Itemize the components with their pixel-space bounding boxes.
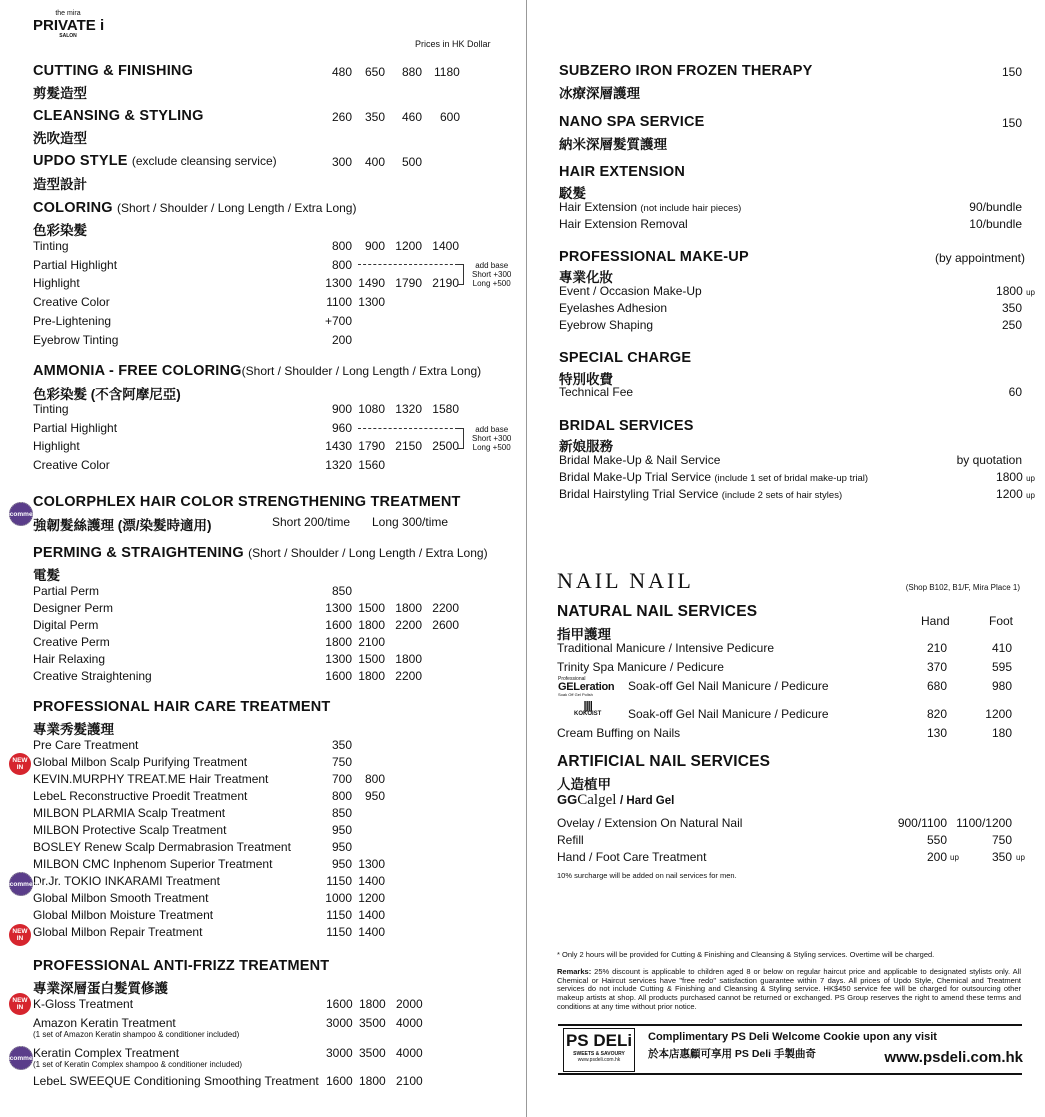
price: 1800 <box>325 635 352 649</box>
price: 1300 <box>358 295 385 310</box>
price-hand: 200 <box>926 850 947 864</box>
price: 350 <box>1001 301 1022 315</box>
price-hand: 550 <box>926 833 947 847</box>
price: Short 200/time <box>272 515 351 529</box>
service-name: Pre-Lightening <box>33 313 112 328</box>
price: 880 <box>402 65 423 79</box>
section-title-zh: 納米深層髮質護理 <box>559 137 667 152</box>
service-name: Highlight <box>33 439 80 454</box>
calgel-mark-icon: GG <box>557 792 578 807</box>
price: 900 <box>364 239 385 253</box>
price: 1080 <box>358 402 385 416</box>
price: 850 <box>331 806 352 820</box>
price: 2200 <box>395 618 422 632</box>
price-hand: 900/1100 <box>897 816 947 830</box>
price: 90/bundle <box>969 200 1022 214</box>
price: 1800 up <box>996 284 1035 298</box>
service-name: Cream Buffing on Nails <box>557 726 681 740</box>
new-in-badge: NEW IN <box>9 924 31 946</box>
price: 1200 up <box>996 487 1035 501</box>
price: 2100 <box>358 635 385 649</box>
service-name: LebeL Reconstructive Proedit Treatment <box>33 789 248 803</box>
service-name: Creative Color <box>33 295 110 310</box>
price: 1000 <box>325 891 352 905</box>
price: 750 <box>331 755 352 769</box>
new-in-badge: NEW IN <box>9 753 31 775</box>
price: 700 <box>331 772 352 786</box>
dash-line <box>358 264 458 265</box>
price: 2000 <box>396 997 423 1011</box>
price: 950 <box>331 823 352 837</box>
section-title: PROFESSIONAL ANTI-FRIZZ TREATMENT <box>33 958 330 974</box>
service-name: Hand / Foot Care Treatment <box>557 850 707 864</box>
service-name: Global Milbon Smooth Treatment <box>33 891 209 905</box>
section-title: NANO SPA SERVICE <box>559 114 705 130</box>
price: 1600 <box>326 997 353 1011</box>
service-name: Event / Occasion Make-Up <box>559 284 702 298</box>
price: 800 <box>364 772 385 786</box>
new-in-badge: NEW IN <box>9 993 31 1015</box>
price: 1300 <box>325 601 352 615</box>
price: 1150 <box>326 908 352 922</box>
service-name: Pre Care Treatment <box>33 738 139 752</box>
recommend-badge: Recommend <box>9 502 33 526</box>
price-foot: 980 <box>991 679 1012 693</box>
price: 300 <box>332 155 353 169</box>
service-name: BOSLEY Renew Scalp Dermabrasion Treatment <box>33 840 291 854</box>
section-title: CUTTING & FINISHING <box>33 63 194 79</box>
service-name: Creative Straightening <box>33 669 152 683</box>
price: 600 <box>440 110 461 124</box>
price: 1800 up <box>996 470 1035 484</box>
price: 3000 <box>326 1016 353 1030</box>
price-foot: 410 <box>991 641 1012 655</box>
price: 800 <box>331 789 352 803</box>
service-name: Tinting <box>33 239 69 253</box>
section-title-zh: 專業秀髮護理 <box>33 722 114 737</box>
price: 1320 <box>325 458 352 473</box>
column-header-foot: Foot <box>989 614 1014 628</box>
price: 800 <box>331 257 352 272</box>
add-base-note: add base Short +300 Long +500 <box>472 425 512 452</box>
price-hand: 820 <box>926 707 947 721</box>
service-name: Refill <box>557 833 584 847</box>
price: Long 300/time <box>372 515 449 529</box>
price-foot: 595 <box>991 660 1012 674</box>
price: 350 <box>365 110 386 124</box>
overtime-note: * Only 2 hours will be provided for Cutting & Finishing and Cleansing & Styling services. Overtime will be charged. <box>557 950 935 959</box>
dash-line <box>358 428 458 429</box>
price: 1600 <box>325 669 352 683</box>
price: 400 <box>365 155 386 169</box>
price: 2200 <box>432 601 459 615</box>
shop-address: (Shop B102, B1/F, Mira Place 1) <box>905 583 1020 592</box>
price: 1300 <box>358 857 385 871</box>
price: 150 <box>1001 116 1022 130</box>
price: 60 <box>1008 385 1022 399</box>
section-title: UPDO STYLE (exclude cleansing service) <box>33 153 277 169</box>
price: 1430 <box>325 439 352 454</box>
price: 200 <box>331 332 352 347</box>
surcharge-note: 10% surcharge will be added on nail services for men. <box>557 871 737 880</box>
section-title: PROFESSIONAL HAIR CARE TREATMENT <box>33 699 331 715</box>
price: 1790 <box>395 276 422 291</box>
service-name: Partial Highlight <box>33 420 118 435</box>
service-name: Soak-off Gel Nail Manicure / Pedicure <box>628 679 829 693</box>
price: 960 <box>331 420 352 435</box>
price: 4000 <box>396 1016 423 1030</box>
price: 1400 <box>432 239 459 253</box>
price: 10/bundle <box>969 217 1022 231</box>
section-title-zh: 新娘服務 <box>559 439 613 454</box>
kokoist-logo: |||| KOKOIST <box>574 700 602 717</box>
service-name: MILBON CMC Inphenom Superior Treatment <box>33 857 273 871</box>
price: 1100 <box>326 295 352 310</box>
price: 1800 <box>359 1074 386 1088</box>
service-name: Dr.Jr. TOKIO INKARAMI Treatment <box>33 874 220 888</box>
service-name: Amazon Keratin Treatment <box>33 1016 176 1030</box>
service-name: Bridal Make-Up Trial Service (include 1 set of bridal make-up trial) <box>559 470 869 484</box>
price: 1490 <box>358 276 385 291</box>
price: 1400 <box>358 925 385 939</box>
price: 2600 <box>432 618 459 632</box>
section-title-zh: 洗吹造型 <box>33 131 87 146</box>
section-title-zh: 特別收費 <box>559 372 613 387</box>
section-title: HAIR EXTENSION <box>559 164 686 180</box>
ps-deli-logo: PS DELi SWEETS & SAVOURY www.psdeli.com.hk <box>563 1028 635 1072</box>
price: 3000 <box>326 1046 353 1060</box>
cookie-offer-zh: 於本店惠顧可享用 PS Deli 手製曲奇 <box>648 1048 817 1060</box>
bracket <box>458 264 464 285</box>
price: 2500 <box>432 439 459 454</box>
price: 1800 <box>358 618 385 632</box>
service-name: Creative Color <box>33 458 110 473</box>
price: 250 <box>1001 318 1022 332</box>
calgel-logo: GGCalgel / Hard Gel <box>557 792 675 808</box>
section-title: SPECIAL CHARGE <box>559 350 692 366</box>
bracket <box>458 428 464 449</box>
price: 950 <box>364 789 385 803</box>
price: 480 <box>332 65 353 79</box>
section-title: CLEANSING & STYLING <box>33 108 204 124</box>
price-hand: 680 <box>926 679 947 693</box>
service-name: Designer Perm <box>33 601 114 615</box>
price-hand: 370 <box>926 660 947 674</box>
price: 950 <box>331 857 352 871</box>
footer-rule <box>558 1073 1022 1075</box>
service-name: Partial Highlight <box>33 257 118 272</box>
service-name: KEVIN.MURPHY TREAT.ME Hair Treatment <box>33 772 269 786</box>
price: 950 <box>331 840 352 854</box>
section-title-zh: 駁髮 <box>559 186 586 201</box>
service-name: Global Milbon Moisture Treatment <box>33 908 214 922</box>
prices-note: Prices in HK Dollar <box>415 39 491 49</box>
price-foot: 180 <box>991 726 1012 740</box>
service-name: Digital Perm <box>33 618 99 632</box>
price: 460 <box>402 110 423 124</box>
service-name: Soak-off Gel Nail Manicure / Pedicure <box>628 707 829 721</box>
section-title-zh: 電髮 <box>33 568 60 583</box>
remarks: Remarks: 25% discount is applicable to children aged 8 or below on regular haircut price and applicable to designated stylists only. All Chemical or Haircut services have "free redo" satisfaction guarantee within 7 days. All prices of Updo Style, Chemical and Treatment services do not include Cutting & Finishing and Cleansing & Styling service. HK$450 service fee will be charged for outsourcing other makeup artists at shop. All products purchased cannot be returned or exchanged. PS Group reserves the right to amend these terms and conditions at any time without prior notice. <box>557 967 1021 1011</box>
service-name: MILBON Protective Scalp Treatment <box>33 823 227 837</box>
price: 900 <box>331 402 352 416</box>
section-title: PROFESSIONAL MAKE-UP <box>559 249 749 265</box>
price: 2200 <box>395 669 422 683</box>
nail-nail-logo: NAIL NAIL <box>557 568 694 593</box>
price: 3500 <box>359 1016 386 1030</box>
price: 1200 <box>395 239 422 253</box>
section-title-zh: 專業化妝 <box>559 270 613 285</box>
service-name: Eyelashes Adhesion <box>559 301 668 315</box>
service-name: Creative Perm <box>33 635 110 649</box>
recommend-badge: Recommend <box>9 1046 33 1070</box>
service-name: Bridal Make-Up & Nail Service <box>559 453 721 467</box>
price: 1600 <box>326 1074 353 1088</box>
price: 1580 <box>432 402 459 416</box>
price: 800 <box>331 239 352 253</box>
section-title: PERMING & STRAIGHTENING (Short / Shoulder / Long Length / Extra Long) <box>33 545 488 561</box>
price: 650 <box>365 65 386 79</box>
service-name: Traditional Manicure / Intensive Pedicure <box>557 641 774 655</box>
service-name: Trinity Spa Manicure / Pedicure <box>557 660 724 674</box>
price: 1800 <box>395 652 422 666</box>
section-title: COLORPHLEX HAIR COLOR STRENGTHENING TREATMENT <box>33 494 461 510</box>
price: 1180 <box>434 65 460 79</box>
price: 350 <box>331 738 352 752</box>
service-name: Hair Relaxing <box>33 652 106 666</box>
price: 1200 <box>358 891 385 905</box>
service-name: Partial Perm <box>33 584 100 598</box>
price: 4000 <box>396 1046 423 1060</box>
price: 260 <box>332 110 353 124</box>
section-title: SUBZERO IRON FROZEN THERAPY <box>559 63 813 79</box>
cookie-offer-en: Complimentary PS Deli Welcome Cookie upon any visit <box>648 1031 937 1043</box>
price-hand: 130 <box>926 726 947 740</box>
price: 1800 <box>359 997 386 1011</box>
service-name: Global Milbon Scalp Purifying Treatment <box>33 755 248 769</box>
section-title-zh: 專業深層蛋白髮質修護 <box>33 981 168 996</box>
section-title: ARTIFICIAL NAIL SERVICES <box>557 753 771 770</box>
price: 1400 <box>358 908 385 922</box>
footer-rule <box>558 1024 1022 1026</box>
price: 2150 <box>395 439 422 454</box>
price: by quotation <box>956 453 1022 467</box>
price: 1790 <box>358 439 385 454</box>
service-name: Tinting <box>33 402 69 416</box>
service-name: K-Gloss Treatment <box>33 997 134 1011</box>
price: 1150 <box>326 874 352 888</box>
price: 2100 <box>396 1074 423 1088</box>
price: 1560 <box>358 458 385 473</box>
column-header-hand: Hand <box>921 614 950 628</box>
price: 1300 <box>325 276 352 291</box>
price: 500 <box>402 155 423 169</box>
up-label: up <box>1016 853 1025 862</box>
section-title-zh: 指甲護理 <box>557 627 611 642</box>
section-title-zh: 強韌髮絲護理 (漂/染髮時適用) <box>33 518 212 533</box>
section-title-zh: 剪髮造型 <box>33 86 87 101</box>
price: 1800 <box>358 669 385 683</box>
section-title: NATURAL NAIL SERVICES <box>557 603 758 620</box>
service-name: Hair Extension Removal <box>559 217 688 231</box>
price: 1320 <box>395 402 422 416</box>
service-name: LebeL SWEEQUE Conditioning Smoothing Treatment <box>33 1074 319 1088</box>
appointment-note: (by appointment) <box>934 251 1025 265</box>
price: 1600 <box>325 618 352 632</box>
psdeli-website-link[interactable]: www.psdeli.com.hk <box>884 1049 1023 1066</box>
price-foot: 750 <box>991 833 1012 847</box>
add-base-note: add base Short +300 Long +500 <box>472 261 512 288</box>
service-name: Ovelay / Extension On Natural Nail <box>557 816 743 830</box>
price-hand: 210 <box>926 641 947 655</box>
section-title: AMMONIA - FREE COLORING(Short / Shoulder / Long Length / Extra Long) <box>33 363 482 379</box>
up-label: up <box>950 853 959 862</box>
section-title-zh: 色彩染髮 (不含阿摩尼亞) <box>33 387 181 402</box>
section-title: COLORING (Short / Shoulder / Long Length / Extra Long) <box>33 200 357 216</box>
price: 1500 <box>358 601 385 615</box>
service-name: Hair Extension (not include hair pieces) <box>559 200 742 214</box>
service-name: Eyebrow Shaping <box>559 318 654 332</box>
service-name: Bridal Hairstyling Trial Service (include 2 sets of hair styles) <box>559 487 843 501</box>
price: +700 <box>324 313 352 328</box>
price-foot: 1200 <box>985 707 1012 721</box>
price: 1800 <box>395 601 422 615</box>
service-name: Eyebrow Tinting <box>33 332 119 347</box>
service-name: Keratin Complex Treatment <box>33 1046 180 1060</box>
price: 150 <box>1001 65 1022 79</box>
section-title-zh: 人造植甲 <box>557 777 611 792</box>
service-note: (1 set of Keratin Complex shampoo & conditioner included) <box>33 1060 242 1069</box>
recommend-badge: Recommend <box>9 872 33 896</box>
price: 2190 <box>432 276 459 291</box>
price: 3500 <box>359 1046 386 1060</box>
service-name: Global Milbon Repair Treatment <box>33 925 203 939</box>
private-i-logo: the mira PRIVATE i SALON <box>33 10 105 39</box>
gelerration-logo: Professional GELeration Soak Off Gel Polish <box>558 676 615 697</box>
service-note: (1 set of Amazon Keratin shampoo & conditioner included) <box>33 1030 240 1039</box>
section-title-zh: 色彩染髮 <box>33 223 87 238</box>
service-name: MILBON PLARMIA Scalp Treatment <box>33 806 226 820</box>
price-foot: 350 <box>991 850 1012 864</box>
service-name: Technical Fee <box>559 385 634 399</box>
price-foot: 1100/1200 <box>956 816 1012 830</box>
price: 1400 <box>358 874 385 888</box>
section-title: BRIDAL SERVICES <box>559 418 694 434</box>
right-page <box>527 0 1045 1117</box>
price: 1500 <box>358 652 385 666</box>
section-title-zh: 造型設計 <box>33 177 87 192</box>
service-name: Highlight <box>33 276 80 291</box>
price: 850 <box>331 584 352 598</box>
section-title-zh: 冰療深層護理 <box>559 86 640 101</box>
price: 1300 <box>325 652 352 666</box>
price: 1150 <box>326 925 352 939</box>
